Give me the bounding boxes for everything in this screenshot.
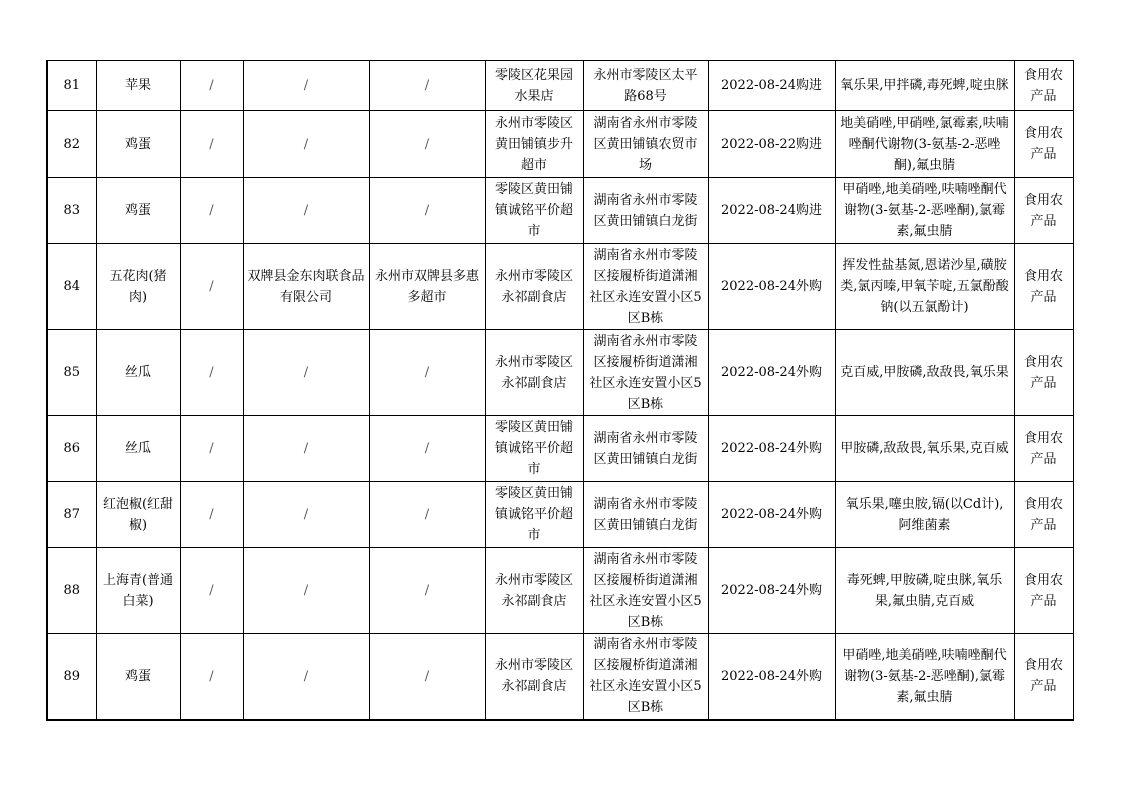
- test-items-cell: 甲胺磷,敌敌畏,氧乐果,克百威: [835, 416, 1014, 482]
- test-items-cell: 甲硝唑,地美硝唑,呋喃唑酮代谢物(3-氨基-2-恶唑酮),氯霉素,氟虫腈: [835, 178, 1014, 244]
- manufacturer-cell: 双牌县金东肉联食品有限公司: [243, 244, 369, 330]
- sampled-unit-cell: 零陵区黄田铺镇诚铭平价超市: [485, 178, 583, 244]
- sampled-unit-cell: 永州市零陵区永祁副食店: [485, 548, 583, 634]
- date-cell: 2022-08-24外购: [708, 416, 835, 482]
- supplier-cell: /: [369, 548, 485, 634]
- product-name-cell: 鸡蛋: [96, 178, 180, 244]
- supplier-cell: /: [369, 330, 485, 416]
- row-number-cell: 87: [47, 482, 96, 548]
- supplier-cell: /: [369, 61, 485, 111]
- category-cell: 食用农产品: [1014, 178, 1073, 244]
- specification-cell: /: [180, 548, 243, 634]
- test-items-cell: 地美硝唑,甲硝唑,氯霉素,呋喃唑酮代谢物(3-氨基-2-恶唑酮),氟虫腈: [835, 111, 1014, 178]
- test-items-cell: 毒死蜱,甲胺磷,啶虫脒,氧乐果,氟虫腈,克百威: [835, 548, 1014, 634]
- category-cell: 食用农产品: [1014, 61, 1073, 111]
- row-number-cell: 86: [47, 416, 96, 482]
- specification-cell: /: [180, 482, 243, 548]
- row-number-cell: 89: [47, 634, 96, 720]
- manufacturer-cell: /: [243, 416, 369, 482]
- sampled-address-cell: 湖南省永州市零陵区黄田铺镇白龙街: [583, 416, 708, 482]
- product-name-cell: 红泡椒(红甜椒): [96, 482, 180, 548]
- date-cell: 2022-08-24外购: [708, 634, 835, 720]
- date-cell: 2022-08-22购进: [708, 111, 835, 178]
- manufacturer-cell: /: [243, 330, 369, 416]
- category-cell: 食用农产品: [1014, 244, 1073, 330]
- manufacturer-cell: /: [243, 111, 369, 178]
- sampling-table: [46, 60, 1074, 721]
- category-cell: 食用农产品: [1014, 634, 1073, 720]
- table-row: [47, 330, 1073, 416]
- date-cell: 2022-08-24外购: [708, 482, 835, 548]
- supplier-cell: /: [369, 178, 485, 244]
- date-cell: 2022-08-24购进: [708, 61, 835, 111]
- sampled-address-cell: 湖南省永州市零陵区黄田铺镇白龙街: [583, 482, 708, 548]
- manufacturer-cell: /: [243, 178, 369, 244]
- sampled-unit-cell: 零陵区花果园水果店: [485, 61, 583, 111]
- specification-cell: /: [180, 416, 243, 482]
- specification-cell: /: [180, 61, 243, 111]
- table-row: [47, 634, 1073, 720]
- test-items-cell: 氧乐果,甲拌磷,毒死蜱,啶虫脒: [835, 61, 1014, 111]
- sampled-address-cell: 湖南省永州市零陵区接履桥街道潇湘社区永连安置小区5区B栋: [583, 330, 708, 416]
- test-items-cell: 克百威,甲胺磷,敌敌畏,氧乐果: [835, 330, 1014, 416]
- product-name-cell: 苹果: [96, 61, 180, 111]
- test-items-cell: 氧乐果,噻虫胺,镉(以Cd计),阿维菌素: [835, 482, 1014, 548]
- table-body: [47, 61, 1073, 720]
- table-row: [47, 482, 1073, 548]
- date-cell: 2022-08-24购进: [708, 178, 835, 244]
- table-row: [47, 61, 1073, 111]
- row-number-cell: 83: [47, 178, 96, 244]
- manufacturer-cell: /: [243, 482, 369, 548]
- supplier-cell: /: [369, 482, 485, 548]
- sampled-address-cell: 湖南省永州市零陵区接履桥街道潇湘社区永连安置小区5区B栋: [583, 634, 708, 720]
- sampled-address-cell: 湖南省永州市零陵区黄田铺镇白龙街: [583, 178, 708, 244]
- category-cell: 食用农产品: [1014, 482, 1073, 548]
- test-items-cell: 挥发性盐基氮,恩诺沙星,磺胺类,氯丙嗪,甲氧苄啶,五氯酚酸钠(以五氯酚计): [835, 244, 1014, 330]
- table-row: [47, 178, 1073, 244]
- table-row: [47, 244, 1073, 330]
- specification-cell: /: [180, 111, 243, 178]
- sampled-unit-cell: 永州市零陵区黄田铺镇步升超市: [485, 111, 583, 178]
- specification-cell: /: [180, 330, 243, 416]
- product-name-cell: 鸡蛋: [96, 634, 180, 720]
- sampled-unit-cell: 零陵区黄田铺镇诚铭平价超市: [485, 416, 583, 482]
- test-items-cell: 甲硝唑,地美硝唑,呋喃唑酮代谢物(3-氨基-2-恶唑酮),氯霉素,氟虫腈: [835, 634, 1014, 720]
- specification-cell: /: [180, 244, 243, 330]
- sampled-unit-cell: 永州市零陵区永祁副食店: [485, 330, 583, 416]
- supplier-cell: /: [369, 111, 485, 178]
- supplier-cell: /: [369, 634, 485, 720]
- category-cell: 食用农产品: [1014, 416, 1073, 482]
- row-number-cell: 81: [47, 61, 96, 111]
- manufacturer-cell: /: [243, 634, 369, 720]
- product-name-cell: 丝瓜: [96, 416, 180, 482]
- specification-cell: /: [180, 178, 243, 244]
- table-row: [47, 416, 1073, 482]
- row-number-cell: 82: [47, 111, 96, 178]
- date-cell: 2022-08-24外购: [708, 244, 835, 330]
- date-cell: 2022-08-24外购: [708, 548, 835, 634]
- supplier-cell: 永州市双牌县多惠多超市: [369, 244, 485, 330]
- product-name-cell: 鸡蛋: [96, 111, 180, 178]
- category-cell: 食用农产品: [1014, 330, 1073, 416]
- product-name-cell: 上海青(普通白菜): [96, 548, 180, 634]
- supplier-cell: /: [369, 416, 485, 482]
- manufacturer-cell: /: [243, 548, 369, 634]
- row-number-cell: 85: [47, 330, 96, 416]
- manufacturer-cell: /: [243, 61, 369, 111]
- category-cell: 食用农产品: [1014, 548, 1073, 634]
- sampled-unit-cell: 零陵区黄田铺镇诚铭平价超市: [485, 482, 583, 548]
- sampled-address-cell: 永州市零陵区太平路68号: [583, 61, 708, 111]
- category-cell: 食用农产品: [1014, 111, 1073, 178]
- sampled-address-cell: 湖南省永州市零陵区接履桥街道潇湘社区永连安置小区5区B栋: [583, 244, 708, 330]
- product-name-cell: 丝瓜: [96, 330, 180, 416]
- row-number-cell: 84: [47, 244, 96, 330]
- sampled-unit-cell: 永州市零陵区永祁副食店: [485, 244, 583, 330]
- sampled-unit-cell: 永州市零陵区永祁副食店: [485, 634, 583, 720]
- product-name-cell: 五花肉(猪肉): [96, 244, 180, 330]
- sampled-address-cell: 湖南省永州市零陵区接履桥街道潇湘社区永连安置小区5区B栋: [583, 548, 708, 634]
- table-row: [47, 111, 1073, 178]
- table-row: [47, 548, 1073, 634]
- date-cell: 2022-08-24外购: [708, 330, 835, 416]
- specification-cell: /: [180, 634, 243, 720]
- row-number-cell: 88: [47, 548, 96, 634]
- sampled-address-cell: 湖南省永州市零陵区黄田铺镇农贸市场: [583, 111, 708, 178]
